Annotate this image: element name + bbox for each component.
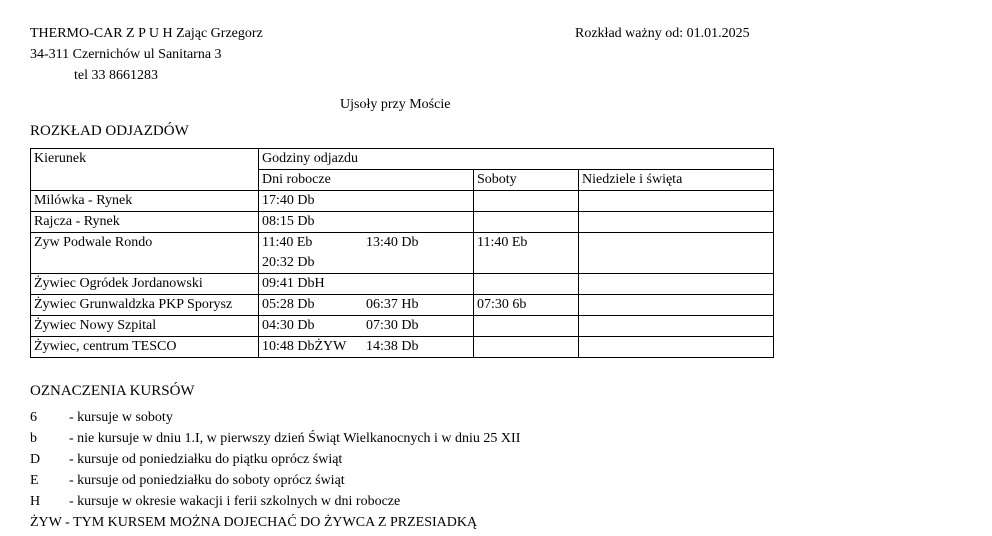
sundays-cell — [579, 233, 774, 274]
departure-time: 08:15 Db — [262, 214, 315, 229]
company-name: THERMO-CAR Z P U H Zając Grzegorz — [30, 26, 263, 41]
direction-cell: Zyw Podwale Rondo — [31, 233, 259, 274]
departure-time: 05:28 Db — [262, 297, 315, 312]
table-row — [31, 233, 774, 274]
legend-description: - nie kursuje w dniu 1.I, w pierwszy dzień Świąt Wielkanocnych i w dniu 25 XII — [69, 431, 521, 446]
table-row — [31, 337, 774, 358]
header-weekdays: Dni robocze — [259, 170, 474, 191]
direction-cell: Żywiec Nowy Szpital — [31, 316, 259, 337]
saturdays-cell: 11:40 Eb — [474, 233, 579, 274]
time-line — [262, 295, 470, 315]
time-line — [262, 212, 470, 232]
departure-time: 17:40 Db — [262, 193, 315, 208]
saturdays-cell — [474, 212, 579, 233]
time-line — [262, 337, 470, 357]
legend-item — [30, 430, 520, 448]
legend-item — [30, 451, 342, 469]
direction-cell: Żywiec, centrum TESCO — [31, 337, 259, 358]
sundays-cell — [579, 212, 774, 233]
section-title: ROZKŁAD ODJAZDÓW — [30, 123, 189, 139]
legend-code: 6 — [30, 410, 37, 425]
weekdays-cell — [259, 295, 474, 316]
departure-time: 13:40 Db — [366, 235, 419, 250]
sundays-cell — [579, 337, 774, 358]
time-line — [262, 233, 470, 253]
weekdays-cell — [259, 274, 474, 295]
weekdays-cell — [259, 337, 474, 358]
departure-time: 07:30 Db — [366, 318, 419, 333]
header-sundays: Niedziele i święta — [579, 170, 774, 191]
departure-time: 06:37 Hb — [366, 297, 419, 312]
direction-cell: Rajcza - Rynek — [31, 212, 259, 233]
table-header-row — [31, 149, 774, 170]
sundays-cell — [579, 295, 774, 316]
departure-time: 20:32 Db — [262, 255, 315, 270]
legend-code: b — [30, 431, 37, 446]
saturdays-cell — [474, 337, 579, 358]
table-row — [31, 212, 774, 233]
legend-title: OZNACZENIA KURSÓW — [30, 383, 195, 399]
saturdays-cell — [474, 191, 579, 212]
legend-note: ŻYW - TYM KURSEM MOŻNA DOJECHAĆ DO ŻYWCA Z PRZESIADKĄ — [30, 515, 478, 530]
sundays-cell — [579, 191, 774, 212]
departure-time: 04:30 Db — [262, 318, 315, 333]
saturdays-cell: 07:30 6b — [474, 295, 579, 316]
departure-time: 09:41 DbH — [262, 276, 325, 291]
validity-date: Rozkład ważny od: 01.01.2025 — [575, 26, 750, 41]
legend-description: - kursuje w soboty — [69, 410, 173, 425]
saturdays-cell — [474, 274, 579, 295]
weekdays-cell — [259, 191, 474, 212]
legend-description: - kursuje w okresie wakacji i ferii szkolnych w dni robocze — [69, 494, 401, 509]
time-line — [262, 191, 470, 211]
sundays-cell — [579, 316, 774, 337]
time-line — [262, 274, 470, 294]
legend-item — [30, 493, 400, 511]
legend-description: - kursuje od poniedziałku do piątku oprócz świąt — [69, 452, 343, 467]
header-hours: Godziny odjazdu — [259, 149, 774, 170]
legend-code: H — [30, 494, 41, 509]
direction-cell: Żywiec Ogródek Jordanowski — [31, 274, 259, 295]
departure-time: 11:40 Eb — [262, 235, 313, 250]
table-row — [31, 295, 774, 316]
legend-code: E — [30, 473, 39, 488]
time-line — [262, 253, 470, 273]
time-line — [262, 316, 470, 336]
header-saturdays: Soboty — [474, 170, 579, 191]
timetable — [30, 148, 774, 358]
table-row — [31, 316, 774, 337]
saturdays-cell — [474, 316, 579, 337]
weekdays-cell — [259, 212, 474, 233]
legend-code: D — [30, 452, 41, 467]
company-address: 34-311 Czernichów ul Sanitarna 3 — [30, 47, 222, 62]
legend-description: - kursuje od poniedziałku do soboty oprócz świąt — [69, 473, 345, 488]
weekdays-cell — [259, 233, 474, 274]
direction-cell: Milówka - Rynek — [31, 191, 259, 212]
header-direction: Kierunek — [31, 149, 259, 191]
company-phone: tel 33 8661283 — [74, 68, 158, 83]
table-row — [31, 191, 774, 212]
weekdays-cell — [259, 316, 474, 337]
legend-item — [30, 472, 345, 490]
legend-item — [30, 409, 173, 427]
departure-time: 14:38 Db — [366, 339, 419, 354]
stop-name: Ujsoły przy Moście — [340, 97, 451, 112]
direction-cell: Żywiec Grunwaldzka PKP Sporysz — [31, 295, 259, 316]
sundays-cell — [579, 274, 774, 295]
table-row — [31, 274, 774, 295]
departure-time: 10:48 DbŻYW — [262, 339, 347, 354]
